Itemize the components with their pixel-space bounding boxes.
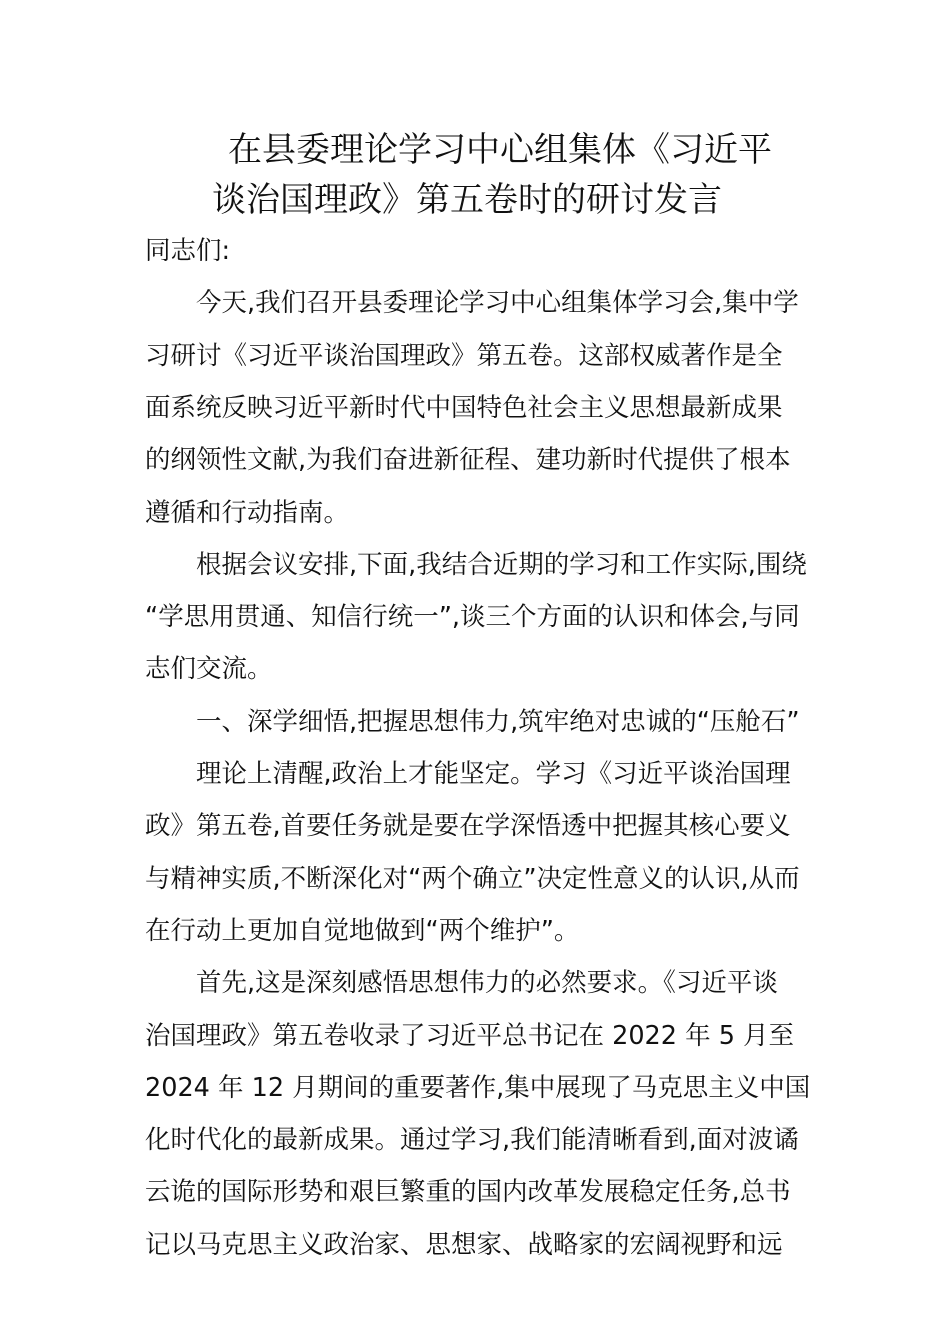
- body-text-line: 2024 年 12 月期间的重要著作,集中展现了马克思主义中国: [145, 1072, 811, 1103]
- body-text-line: 面系统反映习近平新时代中国特色社会主义思想最新成果: [145, 392, 783, 423]
- body-text-line: 治国理政》第五卷收录了习近平总书记在 2022 年 5 月至: [145, 1020, 795, 1051]
- body-text-line: 一、深学细悟,把握思想伟力,筑牢绝对忠诚的“压舱石”: [196, 706, 800, 737]
- body-text-line: 记以马克思主义政治家、思想家、战略家的宏阔视野和远: [145, 1229, 783, 1260]
- body-text-line: 志们交流。: [145, 654, 273, 685]
- document-title-line-2: 谈治国理政》第五卷时的研讨发言: [212, 180, 722, 220]
- body-text-line: 同志们:: [145, 236, 231, 266]
- body-text-line: 首先,这是深刻感悟思想伟力的必然要求。《习近平谈: [196, 968, 778, 999]
- body-text-line: 今天,我们召开县委理论学习中心组集体学习会,集中学: [196, 288, 799, 319]
- body-text-line: 云诡的国际形势和艰巨繁重的国内改革发展稳定任务,总书: [145, 1177, 791, 1208]
- body-text-line: 与精神实质,不断深化对“两个确立”决定性意义的认识,从而: [145, 863, 800, 894]
- body-text-line: 化时代化的最新成果。通过学习,我们能清晰看到,面对波谲: [145, 1125, 799, 1156]
- body-text-line: 政》第五卷,首要任务就是要在学深悟透中把握其核心要义: [145, 811, 791, 842]
- document-title-line-1: 在县委理论学习中心组集体《习近平: [228, 130, 772, 170]
- body-text-line: 习研讨《习近平谈治国理政》第五卷。这部权威著作是全: [145, 340, 783, 371]
- body-text-line: 的纲领性文献,为我们奋进新征程、建功新时代提供了根本: [145, 445, 791, 476]
- body-text-line: 根据会议安排,下面,我结合近期的学习和工作实际,围绕: [196, 549, 807, 580]
- body-text-line: 在行动上更加自觉地做到“两个维护”。: [145, 915, 580, 946]
- body-text-line: 理论上清醒,政治上才能坚定。学习《习近平谈治国理: [196, 759, 791, 789]
- body-text-line: 遵循和行动指南。: [145, 497, 350, 528]
- body-text-line: “学思用贯通、知信行统一”,谈三个方面的认识和体会,与同: [145, 602, 800, 633]
